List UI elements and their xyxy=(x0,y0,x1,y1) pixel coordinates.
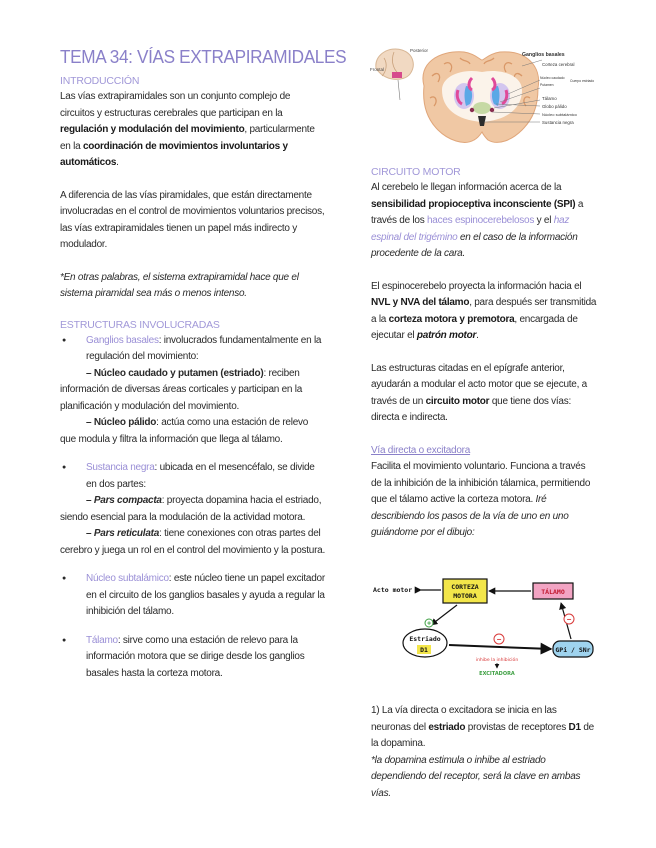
direct-pathway-diagram xyxy=(371,575,603,683)
circuito-paragraph-2: El espinocerebelo proyecta la información hacia el NVL y NVA del tálamo, para después ser transmitida a la corteza motora y premotora, encargada de ejecutar el patrón motor. xyxy=(371,280,597,341)
circuito-paragraph-3: Las estructuras citadas en el epígrafe anterior, ayudarán a modular el acto motor que se ejecute, a través de un circuito motor que tiene dos vías: directa e indirecta. xyxy=(371,362,587,423)
left-column xyxy=(60,46,347,682)
right-column-bottom xyxy=(371,703,597,802)
right-column xyxy=(371,166,597,542)
inhibe-label-1: inhibe la inhibición xyxy=(475,658,519,663)
label-nucleo-subtalamico: Núcleo subtalámico xyxy=(542,112,577,117)
label-corteza-cerebral: Corteza cerebral xyxy=(542,62,575,67)
arrow-estriado-to-gpi xyxy=(449,645,551,649)
arrow-corteza-to-estriado xyxy=(431,605,457,625)
side-brain-illustration xyxy=(376,49,413,100)
estructuras-heading: ESTRUCTURAS INVOLUCRADAS xyxy=(60,318,220,331)
plus-sign-cortico: + xyxy=(426,620,432,628)
label-nucleo-caudado: Núcleo caudado xyxy=(540,76,565,80)
label-posterior: Posterior xyxy=(410,48,429,53)
reticulata-text: – Pars reticulata: tiene conexiones con otras partes del cerebro y juega un rol en el control del movimiento y la postura. xyxy=(60,528,326,556)
diagram-acto-motor-label: Acto motor xyxy=(373,586,413,594)
via-directa-note: *la dopamina estimula o inhibe al estriado dependiendo del receptor, será la clave en ambas vías. xyxy=(371,754,581,799)
corteza-label-2: MOTORA xyxy=(453,592,477,600)
intro-heading: INTRODUCCIÓN xyxy=(60,75,140,87)
label-sustancia-negra: Sustancia negra xyxy=(542,120,574,125)
label-frontal: Frontal xyxy=(370,67,385,72)
label-globo-palido: Globo pálido xyxy=(542,104,567,109)
list-item-subtalamico: ● Núcleo subtalámico: este núcleo tiene un papel excitador en el circuito de los ganglios basales y ayuda a regular la inhibición del tálamo. xyxy=(60,571,326,621)
palido-text: – Núcleo pálido: actúa como una estación de relevo que modula y filtra la información que llega al tálamo. xyxy=(60,417,309,445)
talamo-label: TÁLAMO xyxy=(541,588,565,596)
caudado-text: – Núcleo caudado y putamen (estriado): reciben información de diversas áreas corticales y participan en la planificación y modulación del movimiento. xyxy=(60,367,303,412)
intro-paragraph-1: Las vías extrapiramidales son un conjunto complejo de circuitos y estructuras cerebrales que participan en la regulación y modulación del movimiento, particularmente en la coordinación de movimientos involuntarios y automáticos. xyxy=(60,91,315,168)
via-directa-paragraph-2: 1) La vía directa o excitadora se inicia en las neuronas del estriado provistas de receptores D1 de la dopamina. xyxy=(371,705,594,749)
intro-paragraph-2: A diferencia de las vías piramidales, que están directamente involucradas en el control de movimientos voluntarios precisos, las vías extrapiramidales tienen un papel más indirecto y modulador. xyxy=(60,189,325,250)
minus-sign-estriado: − xyxy=(496,635,502,644)
circuito-paragraph-1: Al cerebelo le llegan información acerca de la sensibilidad propioceptiva inconsciente (SPI) a través de los haces espinocerebelosos y el haz espinal del trigémino en el caso de la información procedente de la cara. xyxy=(371,182,584,259)
circuito-heading: CIRCUITO MOTOR xyxy=(371,166,461,178)
list-item-sustancia-negra: ● Sustancia negra: ubicada en el mesencéfalo, se divide en dos partes: xyxy=(60,460,326,493)
label-cuerpo-estriado: Cuerpo estriado xyxy=(570,79,595,83)
via-directa-heading: Vía directa o excitadora xyxy=(371,444,471,456)
compacta-text: – Pars compacta: proyecta dopamina hacia el estriado, siendo esencial para la modulación de la actividad motora. xyxy=(60,495,322,523)
intro-note: *En otras palabras, el sistema extrapiramidal hace que el sistema piramidal sea más o menos intenso. xyxy=(60,271,299,299)
d1-label: D1 xyxy=(420,646,428,654)
page-title: TEMA 34: VÍAS EXTRAPIRAMIDALES xyxy=(60,46,347,67)
estructuras-list xyxy=(60,333,326,366)
label-talamo: Tálamo xyxy=(542,96,557,101)
label-putamen: Putamen xyxy=(540,83,554,87)
via-directa-paragraph-1: Facilita el movimiento voluntario. Funciona a través de la inhibición de la inhibición tálamica, permitiendo que el tálamo active la corteza motora. Iré describiendo los pasos de la vía de uno en uno guiándome por el dibujo: xyxy=(371,461,591,538)
coronal-section-illustration xyxy=(423,52,539,143)
brain-figure xyxy=(372,46,598,154)
label-ganglios-basales: Ganglios basales xyxy=(522,52,565,58)
inhibe-label-2: EXCITADORA xyxy=(479,671,515,677)
corteza-label-1: CORTEZA xyxy=(451,583,479,591)
estriado-label: Estriado xyxy=(409,635,441,643)
list-item-ganglios: ● Ganglios basales: involucrados fundamentalmente en la regulación del movimiento: xyxy=(60,333,326,366)
minus-sign-gpi: − xyxy=(566,615,572,624)
gpi-label: GPi / SNr xyxy=(555,646,591,654)
list-item-talamo: ● Tálamo: sirve como una estación de relevo para la información motora que se dirige desde los ganglios basales hasta la corteza motora. xyxy=(60,633,326,683)
